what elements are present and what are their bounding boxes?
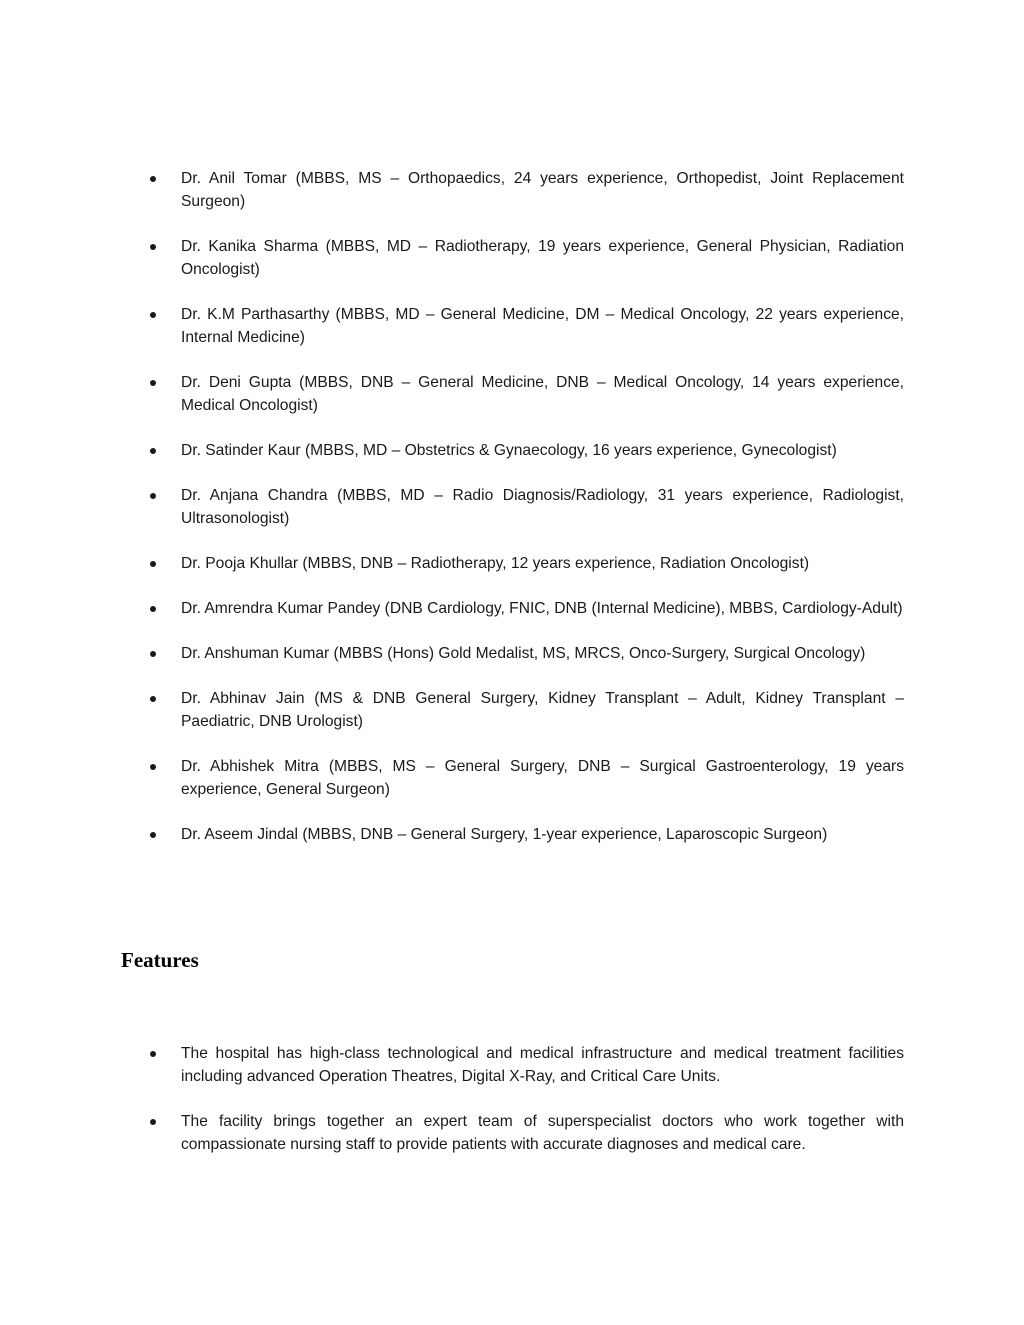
list-item (148, 1042, 904, 1088)
list-item (148, 597, 904, 620)
bullet-icon (150, 606, 156, 612)
list-item (148, 823, 904, 846)
doctor-entry: Dr. Aseem Jindal (MBBS, DNB – General Surgery, 1-year experience, Laparoscopic Surgeon) (181, 826, 828, 843)
bullet-icon (150, 1051, 156, 1057)
list-item (148, 552, 904, 575)
bullet-icon (150, 1119, 156, 1125)
bullet-icon (150, 244, 156, 250)
bullet-icon (150, 380, 156, 386)
list-item (148, 303, 904, 349)
list-item (148, 371, 904, 417)
doctor-entry: Dr. Deni Gupta (MBBS, DNB – General Medicine, DNB – Medical Oncology, 14 years experience, Medical Oncologist) (181, 374, 904, 414)
doctor-entry: Dr. K.M Parthasarthy (MBBS, MD – General Medicine, DM – Medical Oncology, 22 years experience, Internal Medicine) (181, 306, 904, 346)
feature-entry: The facility brings together an expert team of superspecialist doctors who work together with compassionate nursing staff to provide patients with accurate diagnoses and medical care. (181, 1113, 904, 1153)
bullet-icon (150, 176, 156, 182)
list-item (148, 642, 904, 665)
list-item (148, 167, 904, 213)
bullet-icon (150, 448, 156, 454)
doctor-entry: Dr. Anshuman Kumar (MBBS (Hons) Gold Medalist, MS, MRCS, Onco-Surgery, Surgical Oncology) (181, 645, 866, 662)
bullet-icon (150, 561, 156, 567)
list-item (148, 439, 904, 462)
doctor-entry: Dr. Abhinav Jain (MS & DNB General Surgery, Kidney Transplant – Adult, Kidney Transplant – Paediatric, DNB Urologist) (181, 690, 904, 730)
bullet-icon (150, 832, 156, 838)
bullet-icon (150, 696, 156, 702)
doctor-entry: Dr. Anil Tomar (MBBS, MS – Orthopaedics, 24 years experience, Orthopedist, Joint Replacement Surgeon) (181, 170, 904, 210)
doctor-entry: Dr. Amrendra Kumar Pandey (DNB Cardiology, FNIC, DNB (Internal Medicine), MBBS, Cardiology-Adult) (181, 600, 903, 617)
doctor-entry: Dr. Anjana Chandra (MBBS, MD – Radio Diagnosis/Radiology, 31 years experience, Radiologist, Ultrasonologist) (181, 487, 904, 527)
bullet-icon (150, 651, 156, 657)
bullet-icon (150, 312, 156, 318)
features-list (148, 1042, 904, 1178)
doctor-entry: Dr. Kanika Sharma (MBBS, MD – Radiotherapy, 19 years experience, General Physician, Radiation Oncologist) (181, 238, 904, 278)
doctor-entry: Dr. Satinder Kaur (MBBS, MD – Obstetrics & Gynaecology, 16 years experience, Gynecologist) (181, 442, 837, 459)
list-item (148, 484, 904, 530)
doctor-entry: Dr. Abhishek Mitra (MBBS, MS – General Surgery, DNB – Surgical Gastroenterology, 19 years experience, General Surgeon) (181, 758, 904, 798)
list-item (148, 1110, 904, 1156)
doctor-entry: Dr. Pooja Khullar (MBBS, DNB – Radiotherapy, 12 years experience, Radiation Oncologist) (181, 555, 810, 572)
feature-entry: The hospital has high-class technological and medical infrastructure and medical treatment facilities including advanced Operation Theatres, Digital X-Ray, and Critical Care Units. (181, 1045, 904, 1085)
list-item (148, 755, 904, 801)
bullet-icon (150, 764, 156, 770)
features-heading: Features (121, 948, 199, 972)
bullet-icon (150, 493, 156, 499)
list-item (148, 235, 904, 281)
list-item (148, 687, 904, 733)
doctor-list (148, 167, 904, 868)
